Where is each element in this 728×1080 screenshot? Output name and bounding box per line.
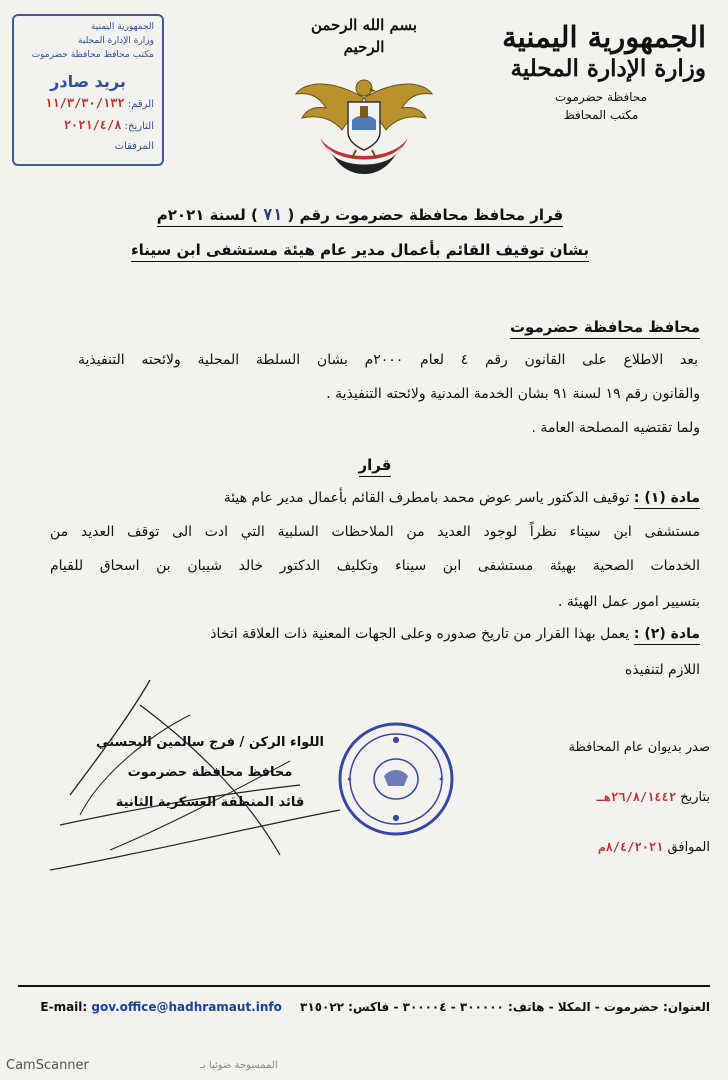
basmala: بسم الله الرحمن الرحيم [310, 16, 418, 56]
article-2-first-line [50, 626, 700, 642]
svg-text:●: ● [392, 735, 400, 744]
stamp-date-value: ٢٠٢١/٤/٨ [63, 118, 122, 132]
signatory-position-2: قائد المنطقة العسكرية الثانية [115, 795, 305, 810]
signature-block [90, 728, 330, 818]
decision-number: ٧١ [263, 205, 283, 224]
hijri-value: ٢٦/٨/١٤٤٢هـ [596, 790, 677, 804]
gregorian-date-row [500, 837, 710, 858]
issuance-block [500, 738, 710, 887]
stamp-number-value: ١١/٣/٣٠/١٣٢ [45, 96, 125, 110]
footer-email [40, 1000, 281, 1014]
stamp-date-row [14, 117, 162, 135]
svg-text:●: ● [392, 813, 400, 822]
camscanner-logo: CamScanner [6, 1058, 89, 1073]
email-label: E-mail: [40, 1000, 88, 1014]
stamp-number-row [14, 95, 162, 113]
gregorian-label: الموافق [667, 840, 710, 855]
svg-text:✦: ✦ [346, 775, 353, 784]
title-suffix: ) لسنة ٢٠٢١م [156, 206, 258, 224]
preamble-line-3: ولما تقتضيه المصلحة العامة . [531, 420, 700, 436]
office-name: مكتب المحافظ [563, 108, 639, 122]
title-prefix: قرار محافظ محافظة حضرموت رقم ( [287, 206, 564, 224]
signatory-position-1: محافظ محافظة حضرموت [127, 765, 293, 780]
article-1-first-line [50, 490, 700, 506]
stamp-title: بريد صادر [50, 72, 126, 91]
gregorian-value: ٨/٤/٢٠٢١م [598, 840, 664, 854]
stamp-line-1: الجمهورية اليمنية [90, 22, 154, 32]
scanner-watermark-text: الممسوحة ضوئيا بـ [200, 1060, 278, 1071]
preamble-line-2: والقانون رقم ١٩ لسنة ٩١ بشان الخدمة المدنية ولائحته التنفيذية . [326, 386, 700, 402]
article-1-text-1: توقيف الدكتور ياسر عوض محمد بامطرف القائم بأعمال مدير عام هيئة [223, 490, 630, 506]
governorate-name: محافظة حضرموت [554, 90, 648, 104]
stamp-date-label: التاريخ: [124, 121, 154, 132]
footer [18, 1000, 710, 1014]
footer-divider [18, 985, 710, 987]
subject-text: بشان توقيف القائم بأعمال مدير عام هيئة مستشفى ابن سيناء [131, 241, 589, 262]
official-seal-icon [336, 720, 456, 838]
article-2-text-1: يعمل بهذا القرار من تاريخ صدوره وعلى الجهات المعنية ذات العلاقة اتخاذ [210, 626, 630, 642]
ministry-name: وزارة الإدارة المحلية [510, 55, 706, 82]
hijri-date-row [500, 787, 710, 808]
authority-text: محافظ محافظة حضرموت [510, 318, 700, 339]
decision-subject [120, 241, 600, 259]
stamp-number-label: الرقم: [127, 99, 154, 110]
article-1-line-4: بتسيير امور عمل الهيئة . [557, 594, 700, 610]
article-1-line-3: الخدمات الصحية بهيئة مستشفى ابن سيناء وتكليف الدكتور خالد شيبان بن اسحاق للقيام [50, 558, 700, 574]
outgoing-mail-stamp [12, 14, 164, 166]
article-2-label: مادة (٢) : [634, 626, 700, 645]
article-1-line-2: مستشفى ابن سيناء نظراً لوجود العديد من الملاحظات السلبية التي ادت الى توقف العديد من [50, 524, 700, 540]
stamp-attachments-row [14, 139, 162, 155]
preamble-line-1: بعد الاطلاع على القانون رقم ٤ لعام ٢٠٠٠م بشان السلطة المحلية ولائحته التنفيذية [78, 352, 698, 368]
stamp-line-2: وزارة الإدارة المحلية [78, 36, 154, 46]
signatory-name: اللواء الركن / فرج سالمين البحسني [96, 735, 324, 750]
decision-title [120, 205, 600, 224]
issued-at: صدر بديوان عام المحافظة [568, 740, 710, 755]
letterhead-right [496, 20, 706, 122]
decision-heading-text: قرار [359, 456, 392, 477]
stamp-attachments-label: المرفقات [114, 141, 154, 152]
hijri-label: بتاريخ [680, 790, 710, 805]
article-2-line-2: اللازم لتنفيذه [624, 662, 700, 678]
article-1-label: مادة (١) : [634, 490, 700, 509]
svg-text:✦: ✦ [438, 775, 445, 784]
footer-address: العنوان: حضرموت - المكلا - هاتف: ٣٠٠٠٠٠ - ٣٠٠٠٠٤ - فاكس: ٣١٥٠٢٢ [300, 1000, 710, 1014]
email-value: gov.office@hadhramaut.info [91, 1000, 282, 1014]
stamp-line-3: مكتب محافظ محافظة حضرموت [31, 50, 154, 60]
authority-heading [50, 318, 700, 336]
eagle-emblem-icon [290, 58, 438, 184]
decision-heading [50, 456, 700, 474]
letterhead-center [290, 14, 438, 188]
scanner-watermark-bar [0, 1054, 728, 1080]
republic-name: الجمهورية اليمنية [502, 20, 706, 54]
